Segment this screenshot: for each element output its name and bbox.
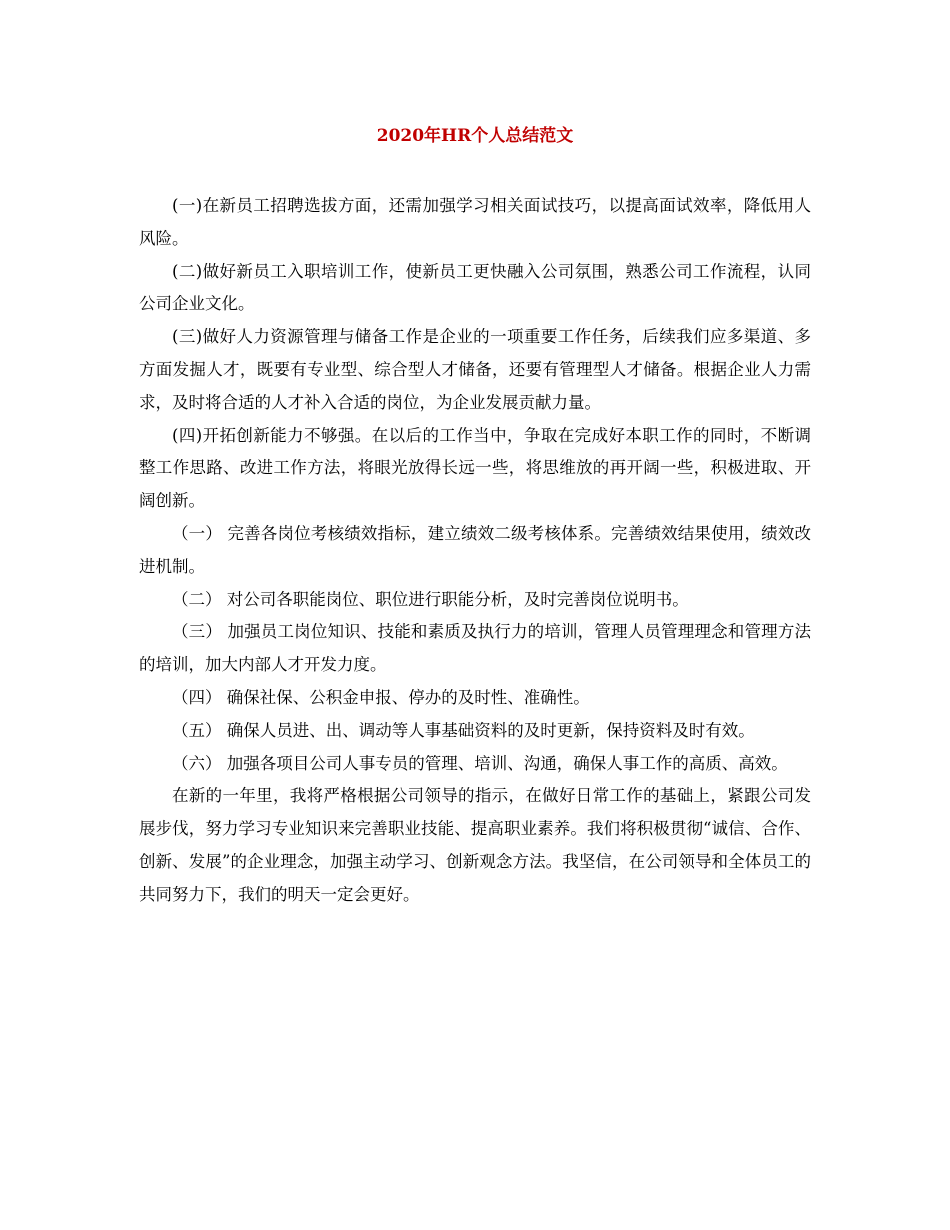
document-title: 2020年HR个人总结范文 <box>376 126 574 146</box>
paragraph-7: （三） 加强员工岗位知识、技能和素质及执行力的培训，管理人员管理理念和管理方法的培训，加大内部人才开发力度。 <box>139 622 811 675</box>
paragraph-3: (三)做好人力资源管理与储备工作是企业的一项重要工作任务，后续我们应多渠道、多方面发掘人才，既要有专业型、综合型人才储备，还要有管理型人才储备。根据企业人力需求，及时将合适的人才补入合适的岗位，为企业发展贡献力量。 <box>139 327 811 412</box>
paragraph-4: (四)开拓创新能力不够强。在以后的工作当中，争取在完成好本职工作的同时，不断调整工作思路、改进工作方法，将眼光放得长远一些，将思维放的再开阔一些，积极进取、开阔创新。 <box>139 425 811 511</box>
paragraph-10: （六） 加强各项目公司人事专员的管理、培训、沟通，确保人事工作的高质、高效。 <box>172 753 788 773</box>
paragraph-5: （一） 完善各岗位考核绩效指标，建立绩效二级考核体系。完善绩效结果使用，绩效改进机制。 <box>139 523 811 576</box>
document-body <box>139 190 811 912</box>
paragraph-6: （二） 对公司各职能岗位、职位进行职能分析，及时完善岗位说明书。 <box>172 589 689 609</box>
paragraph-9: （五） 确保人员进、出、调动等人事基础资料的及时更新，保持资料及时有效。 <box>172 720 755 740</box>
paragraph-11: 在新的一年里，我将严格根据公司领导的指示，在做好日常工作的基础上，紧跟公司发展步伐，努力学习专业知识来完善职业技能、提高职业素养。我们将积极贯彻“诚信、合作、创新、发展”的企业理念，加强主动学习、创新观念方法。我坚信，在公司领导和全体员工的共同努力下，我们的明天一定会更好。 <box>139 786 811 904</box>
paragraph-2: (二)做好新员工入职培训工作，使新员工更快融入公司氛围，熟悉公司工作流程，认同公司企业文化。 <box>139 261 811 314</box>
paragraph-1: (一)在新员工招聘选拔方面，还需加强学习相关面试技巧，以提高面试效率，降低用人风险。 <box>139 196 811 248</box>
paragraph-8: （四） 确保社保、公积金申报、停办的及时性、准确性。 <box>172 687 590 707</box>
